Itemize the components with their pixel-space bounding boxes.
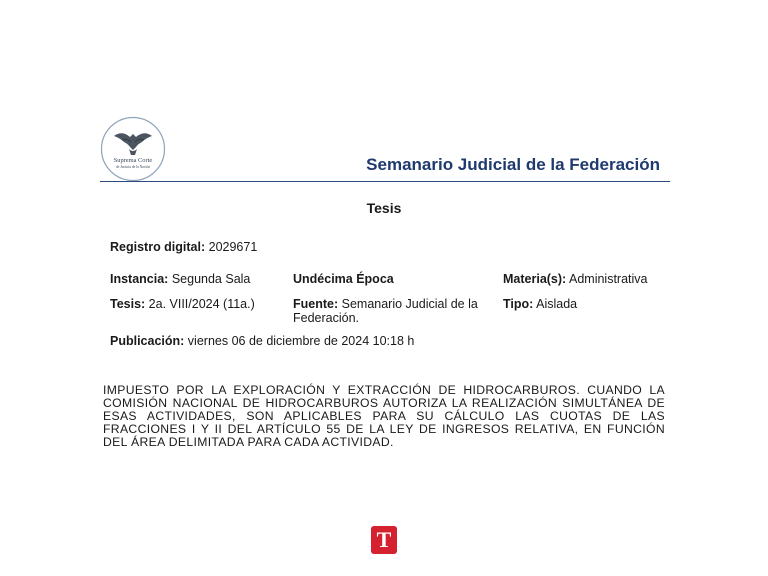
publicacion-label: Publicación:	[110, 334, 185, 348]
materia-value: Administrativa	[566, 272, 648, 286]
svg-text:de Justicia de la Nación: de Justicia de la Nación	[115, 165, 151, 169]
registro-digital-field	[110, 240, 257, 254]
registro-digital-value: 2029671	[205, 240, 258, 254]
registro-digital-label: Registro digital:	[110, 240, 206, 254]
scjn-seal-logo	[100, 116, 166, 182]
t-logo-letter: T	[376, 527, 392, 552]
tesis-value: 2a. VIII/2024 (11a.)	[145, 297, 255, 311]
instancia-field	[110, 272, 250, 286]
fuente-field	[293, 297, 493, 325]
fuente-value: Semanario Judicial de la Federación.	[293, 297, 478, 325]
fuente-label: Fuente:	[293, 297, 339, 311]
tipo-label: Tipo:	[503, 297, 534, 311]
t-logo-icon	[371, 526, 397, 554]
materia-field	[503, 272, 648, 286]
tesis-rubro: IMPUESTO POR LA EXPLORACIÓN Y EXTRACCIÓN DE HIDROCARBUROS. CUANDO LA COMISIÓN NACIONAL DE HIDROCARBUROS AUTORIZA LA REALIZACIÓN SIMULTÁNEA DE ESAS ACTIVIDADES, SON APLICABLES PARA SU CÁLCULO LAS CUOTAS DE LAS FRACCIONES I Y II DEL ARTÍCULO 55 DE LA LEY DE INGRESOS RELATIVA, EN FUNCIÓN DEL ÁREA DELIMITADA PARA CADA ACTIVIDAD.	[103, 383, 665, 449]
materia-label: Materia(s):	[503, 272, 567, 286]
publicacion-value: viernes 06 de diciembre de 2024 10:18 h	[184, 334, 415, 348]
instancia-label: Instancia:	[110, 272, 169, 286]
tesis-label: Tesis:	[110, 297, 146, 311]
header-divider	[100, 181, 670, 182]
publicacion-field	[110, 334, 414, 348]
tipo-value: Aislada	[533, 297, 578, 311]
tipo-field	[503, 297, 577, 311]
tesis-field	[110, 297, 255, 311]
epoca-field	[293, 272, 394, 286]
svg-text:Suprema Corte: Suprema Corte	[113, 157, 153, 164]
page-title: Semanario Judicial de la Federación	[366, 155, 660, 174]
epoca-value: Undécima Época	[293, 272, 394, 286]
document-type-heading: Tesis	[366, 200, 402, 216]
instancia-value: Segunda Sala	[168, 272, 251, 286]
